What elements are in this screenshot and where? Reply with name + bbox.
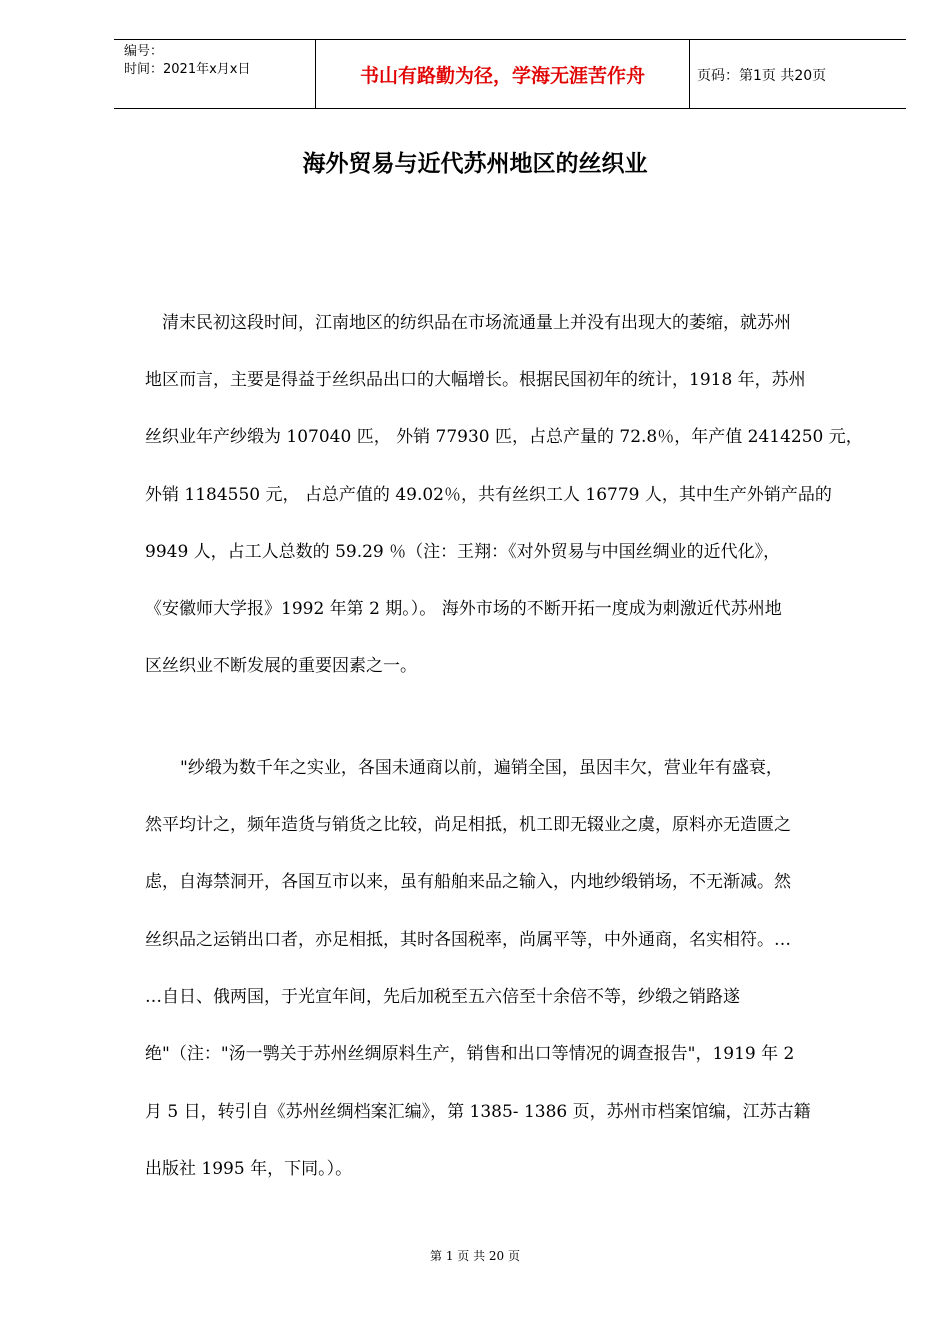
- paragraph-line: …自日、俄两国，于光宣年间，先后加税至五六倍至十余倍不等，纱缎之销路遂: [145, 987, 740, 1007]
- paragraph-line: "纱缎为数千年之实业，各国未通商以前，遍销全国，虽因丰欠，营业年有盛衰，: [180, 758, 783, 778]
- paragraph-line: 然平均计之，频年造货与销货之比较，尚足相抵，机工即无辍业之虞，原料亦无造匮之: [145, 815, 791, 835]
- header-meta-cell: [114, 40, 315, 108]
- paragraph-line: 地区而言，主要是得益于丝织品出口的大幅增长。根据民国初年的统计，1918 年，苏州: [145, 370, 806, 390]
- paragraph-line: 月 5 日，转引自《苏州丝绸档案汇编》，第 1385- 1386 页，苏州市档案馆编，江苏古籍: [145, 1102, 811, 1122]
- header-motto-cell: [315, 40, 690, 108]
- paragraph-line: 清末民初这段时间，江南地区的纺织品在市场流通量上并没有出现大的萎缩，就苏州: [162, 313, 791, 333]
- motto-text: 书山有路勤为径，学海无涯苦作舟: [359, 65, 645, 87]
- paragraph-line: 虑，自海禁洞开，各国互市以来，虽有船舶来品之输入，内地纱缎销场，不无渐减。然: [145, 872, 791, 892]
- paragraph-line: 9949 人，占工人总数的 59.29 ％（注：王翔：《对外贸易与中国丝绸业的近代化》，: [145, 542, 781, 562]
- document-date-label: 时间：2021年x月x日: [124, 62, 251, 77]
- paragraph-line: 外销 1184550 元， 占总产值的 49.02％，共有丝织工人 16779 人，其中生产外销产品的: [145, 485, 832, 505]
- paragraph-line: 丝织品之运销出口者，亦足相抵，其时各国税率，尚属平等，中外通商，名实相符。…: [145, 930, 791, 950]
- page-header: [114, 39, 906, 109]
- document-title: 海外贸易与近代苏州地区的丝织业: [302, 151, 648, 177]
- header-page-cell: [689, 40, 906, 108]
- paragraph-line: 绝"（注："汤一鹗关于苏州丝绸原料生产，销售和出口等情况的调查报告"，1919 年 2: [145, 1044, 795, 1064]
- paragraph-line: 区丝织业不断发展的重要因素之一。: [145, 656, 417, 676]
- paragraph-line: 丝织业年产纱缎为 107040 匹， 外销 77930 匹，占总产量的 72.8％，年产值 2414250 元，: [145, 427, 863, 447]
- document-number-label: 编号：: [124, 44, 164, 59]
- page-info: 页码：第1页 共20页: [697, 68, 827, 84]
- paragraph-line: 出版社 1995 年，下同。）。: [145, 1159, 353, 1179]
- paragraph-line: 《安徽师大学报》1992 年第 2 期。）。 海外市场的不断开拓一度成为刺激近代苏州地: [145, 599, 782, 619]
- page-footer: 第 1 页 共 20 页: [430, 1249, 520, 1263]
